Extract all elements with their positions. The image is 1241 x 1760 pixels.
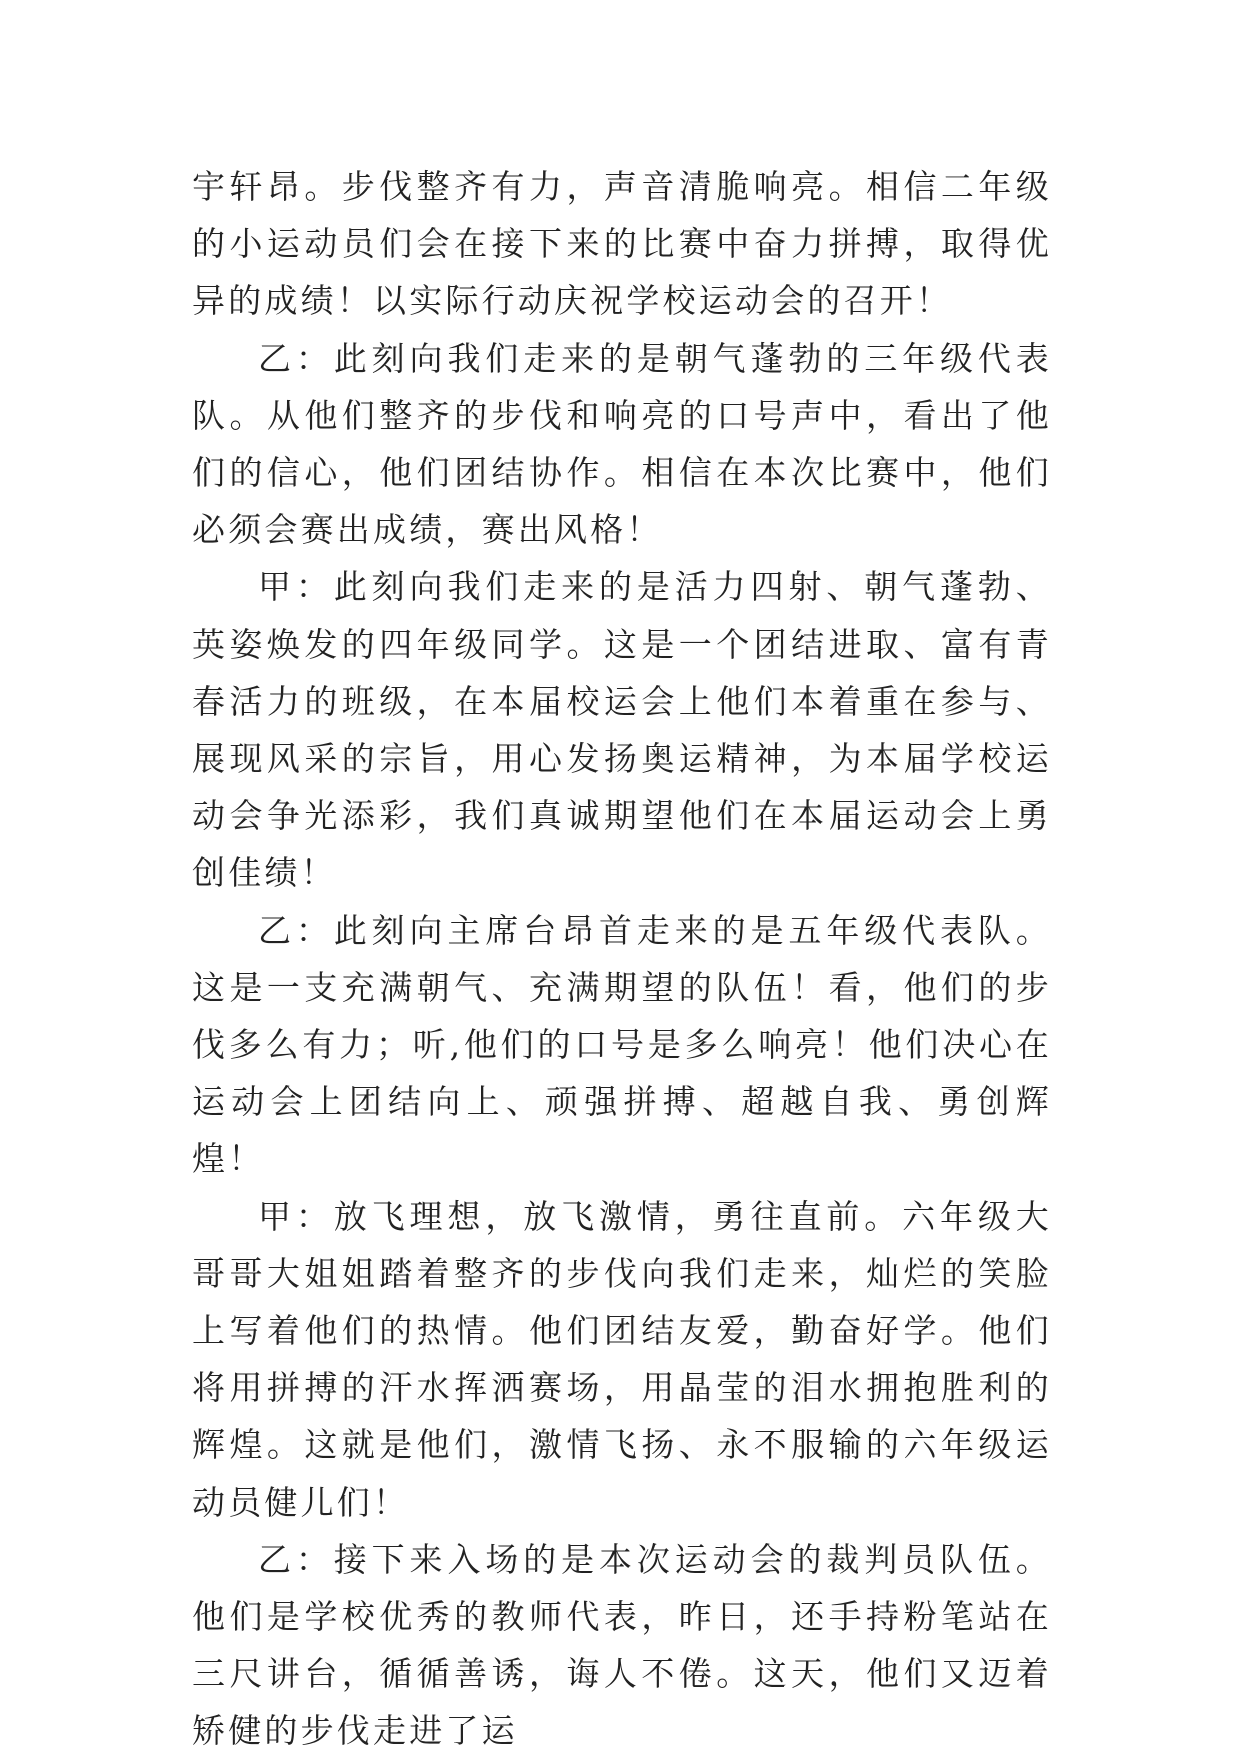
- paragraph-5: 甲：放飞理想，放飞激情，勇往直前。六年级大哥哥大姐姐踏着整齐的步伐向我们走来，灿烂的笑脸上写着他们的热情。他们团结友爱，勤奋好学。他们将用拼搏的汗水挥洒赛场，用晶莹的泪水拥抱胜利的辉煌。这就是他们，激情飞扬、永不服输的六年级运动员健儿们！: [192, 1196, 1052, 1522]
- paragraph-2: 乙：此刻向我们走来的是朝气蓬勃的三年级代表队。从他们整齐的步伐和响亮的口号声中，看出了他们的信心，他们团结协作。相信在本次比赛中，他们必须会赛出成绩，赛出风格！: [192, 338, 1052, 550]
- document-body: [192, 158, 1052, 1760]
- paragraph-1: 宇轩昂。步伐整齐有力，声音清脆响亮。相信二年级的小运动员们会在接下来的比赛中奋力拼搏，取得优异的成绩！以实际行动庆祝学校运动会的召开！: [192, 167, 1052, 321]
- paragraph-4: 乙：此刻向主席台昂首走来的是五年级代表队。这是一支充满朝气、充满期望的队伍！看，他们的步伐多么有力；听,他们的口号是多么响亮！他们决心在运动会上团结向上、顽强拼搏、超越自我、勇创辉煌！: [192, 910, 1052, 1179]
- paragraph-3: 甲：此刻向我们走来的是活力四射、朝气蓬勃、英姿焕发的四年级同学。这是一个团结进取、富有青春活力的班级，在本届校运会上他们本着重在参与、展现风采的宗旨，用心发扬奥运精神，为本届学校运动会争光添彩，我们真诚期望他们在本届运动会上勇创佳绩！: [192, 567, 1052, 893]
- paragraph-6: 乙：接下来入场的是本次运动会的裁判员队伍。他们是学校优秀的教师代表，昨日，还手持粉笔站在三尺讲台，循循善诱，诲人不倦。这天，他们又迈着矫健的步伐走进了运: [192, 1539, 1052, 1751]
